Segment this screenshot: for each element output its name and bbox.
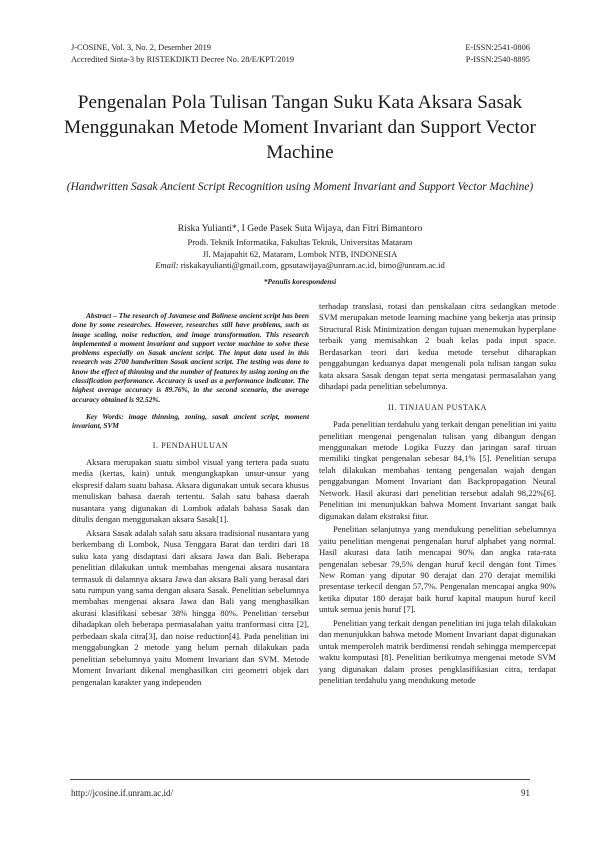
corresponding-author-note: *Penulis korespondensi [263, 277, 337, 286]
journal-accreditation: Accredited Sinta-3 by RISTEKDIKTI Decree No. 28/E/KPT/2019 [71, 54, 295, 64]
journal-volume: J-COSINE, Vol. 3, No. 2, Desember 2019 [71, 43, 211, 52]
review-paragraph-1: Pada penelitian terdahulu yang terkait dengan penelitian ini yaitu penelitian mengenai pengenalan tulisan yang dibangun dengan menggunakan metode Logika Fuzzy dan jaringan saraf tiruan memiliki tingkat pengenalan sebesar 84,1% [5]. Penelitian serupa telah dilakukan membahas tentang pengenalan wajah dengan penggabungan Moment Invariant dan Backpropagation Neural Network. Hasil akurasi dari penelitian tersebut adalah 98,22%[6]. Penelitian ini menunjukkan bahwa Moment Invariant sangat baik digunakan dalam ekstraksi fitur. [319, 419, 556, 521]
affiliation-line-1: Prodi. Teknik Informatika, Fakultas Teknik, Universitas Mataram [187, 237, 413, 247]
intro-paragraph-continued: terhadap translasi, rotasi dan penskalaan citra sedangkan metode SVM merupakan metode learning machine yang bekerja atas prinsip Structural Risk Minimization dengan tujuan menemukan hyperplane terbaik yang memisahkan 2 buah kelas pada input space. Berdasarkan teori dari kedua metode tersebut diharapkan penggabungan keduanya dapat mengenali pola tulisan tangan suku kata aksara Sasak dengan tepat serta mengatasi permasalahan yang dihadapi pada penelitian sebelumnya. [319, 301, 556, 392]
section-heading-introduction: I. PENDAHULUAN [152, 440, 229, 450]
abstract: Abstract – The research of Javanese and Balinese ancient script has been done by some researches. However, researches still have problems, such as image scaling, noise reduction, and image transformation. This research implemented a moment invariant and support vector machine to solve these problems especially on Sasak ancient script. The input data used in this research was 2700 handwritten Sasak ancient script. The testing was done to know the effect of thinning and the number of features by using zoning on the classification performance. Accuracy is used as a performance indicator. The highest average accuracy is 89.76%, in the second scenario, the average accuracy obtained is 92.52%. [72, 311, 309, 404]
keywords: Key Words: image thinning, zoning, sasak ancient script, moment invariant, SVM [72, 411, 309, 431]
email-line [60, 260, 540, 272]
email-addresses: riskakayulianti@gmail.com, gpsutawijaya@unram.ac.id, bimo@unram.ac.id [180, 260, 445, 271]
intro-paragraph-1: Aksara merupakan suatu simbol visual yang tertera pada suatu media (kertas, kain) untuk mengungkapkan unsur-unsur yang ekspresif dalam suatu bahasa. Aksara digunakan untuk secara khusus menuliskan bahasa daerah tertentu. Salah satu bahasa daerah nusantara yang digunakan di Lombok adalah bahasa Sasak dan ditulis dengan menggunakan aksara Sasak[1]. [72, 457, 309, 525]
review-paragraph-3: Penelitian yang terkait dengan penelitian ini juga telah dilakukan dan menunjukkan bahwa metode Moment Invariant dapat digunakan untuk memperoleh matrik berdimensi rendah sehingga mempercepat waktu komputasi [8]. Penelitian berikutnya mengenai metode SVM yang digunakan dalam proses pengklasifikasian citra, terdapat penelitian terdahulu yang mendukung metode [319, 617, 556, 686]
e-issn: E-ISSN:2541-0806 [465, 43, 530, 52]
p-issn: P-ISSN:2540-8895 [465, 54, 530, 64]
section-heading-literature-review: II. TINJAUAN PUSTAKA [388, 402, 487, 412]
affiliation-line-2: Jl. Majapahit 62, Mataram, Lombok NTB, INDONESIA [202, 248, 398, 259]
left-column [72, 301, 309, 688]
journal-header-right [465, 42, 530, 65]
paper-subtitle: (Handwritten Sasak Ancient Script Recognition using Moment Invariant and Support Vector Machine) [66, 181, 534, 193]
review-paragraph-2: Penelitian selanjutnya yang mendukung penelitian sebelumnya yaitu penelitian mengenai pengenalan huruf alphabet yang normal. Hasil akurasi data latih mencapai 90% dan angka rata-rata pengenalan sebesar 79,5% dengan huruf kecil dengan font Times New Roman yang diputar 90 derajat dan 270 derajat memiliki presentase terkecil dengan 57,7%. Pengenalan mencapai angka 90% ketika diputar 180 derajat baik huruf kapital maupun huruf kecil untuk semua jenis huruf [7]. [319, 524, 556, 615]
journal-header-left [71, 42, 294, 65]
paper-authors: Riska Yulianti*, I Gede Pasek Suta Wijaya, dan Fitri Bimantoro [177, 223, 423, 234]
page-number: 91 [521, 788, 530, 798]
footer-divider [70, 779, 530, 780]
paper-title: Pengenalan Pola Tulisan Tangan Suku Kata Aksara Sasak Menggunakan Metode Moment Invariant dan Support Vector Machine [64, 92, 536, 163]
intro-paragraph-2: Aksara Sasak adalah salah satu aksara tradisional nusantara yang berkembang di Lombok, Nusa Tenggara Barat dan terdiri dari 18 suku kata yang disdaptasi dari aksara Jawa dan Bali. Beberapa penelitian dilakukan untuk membahas mengenai aksara nusantara termasuk di dalamnya aksara Jawa dan aksara Bali yang berasal dari satu rumpun yang sama dengan aksara Sasak. Penelitian sebelumnya membahas mengenai aksara Jawa dan Bali yang menghasilkan akurasi klasifikasi sebesar 38% hingga 80%. Penelitian tersebut dihadapkan oleh beberapa permasalahan yaitu tranformasi citra [2], perbedaan skala citra[3], dan noise reduction[4]. Pada penelitian ini menggabungkan 2 metode yang belum pernah dilakukan pada penelitian sebelumnya yaitu Moment Invariant dan SVM. Metode Moment Invariant dikenal menghasilkan ciri geometri objek dari pengenalan karakter yang independen [72, 527, 309, 687]
footer-url: http://jcosine.if.unram.ac.id/ [71, 788, 173, 798]
right-column [319, 301, 556, 687]
email-label: Email: [155, 260, 179, 271]
paper-affiliation [60, 237, 540, 272]
